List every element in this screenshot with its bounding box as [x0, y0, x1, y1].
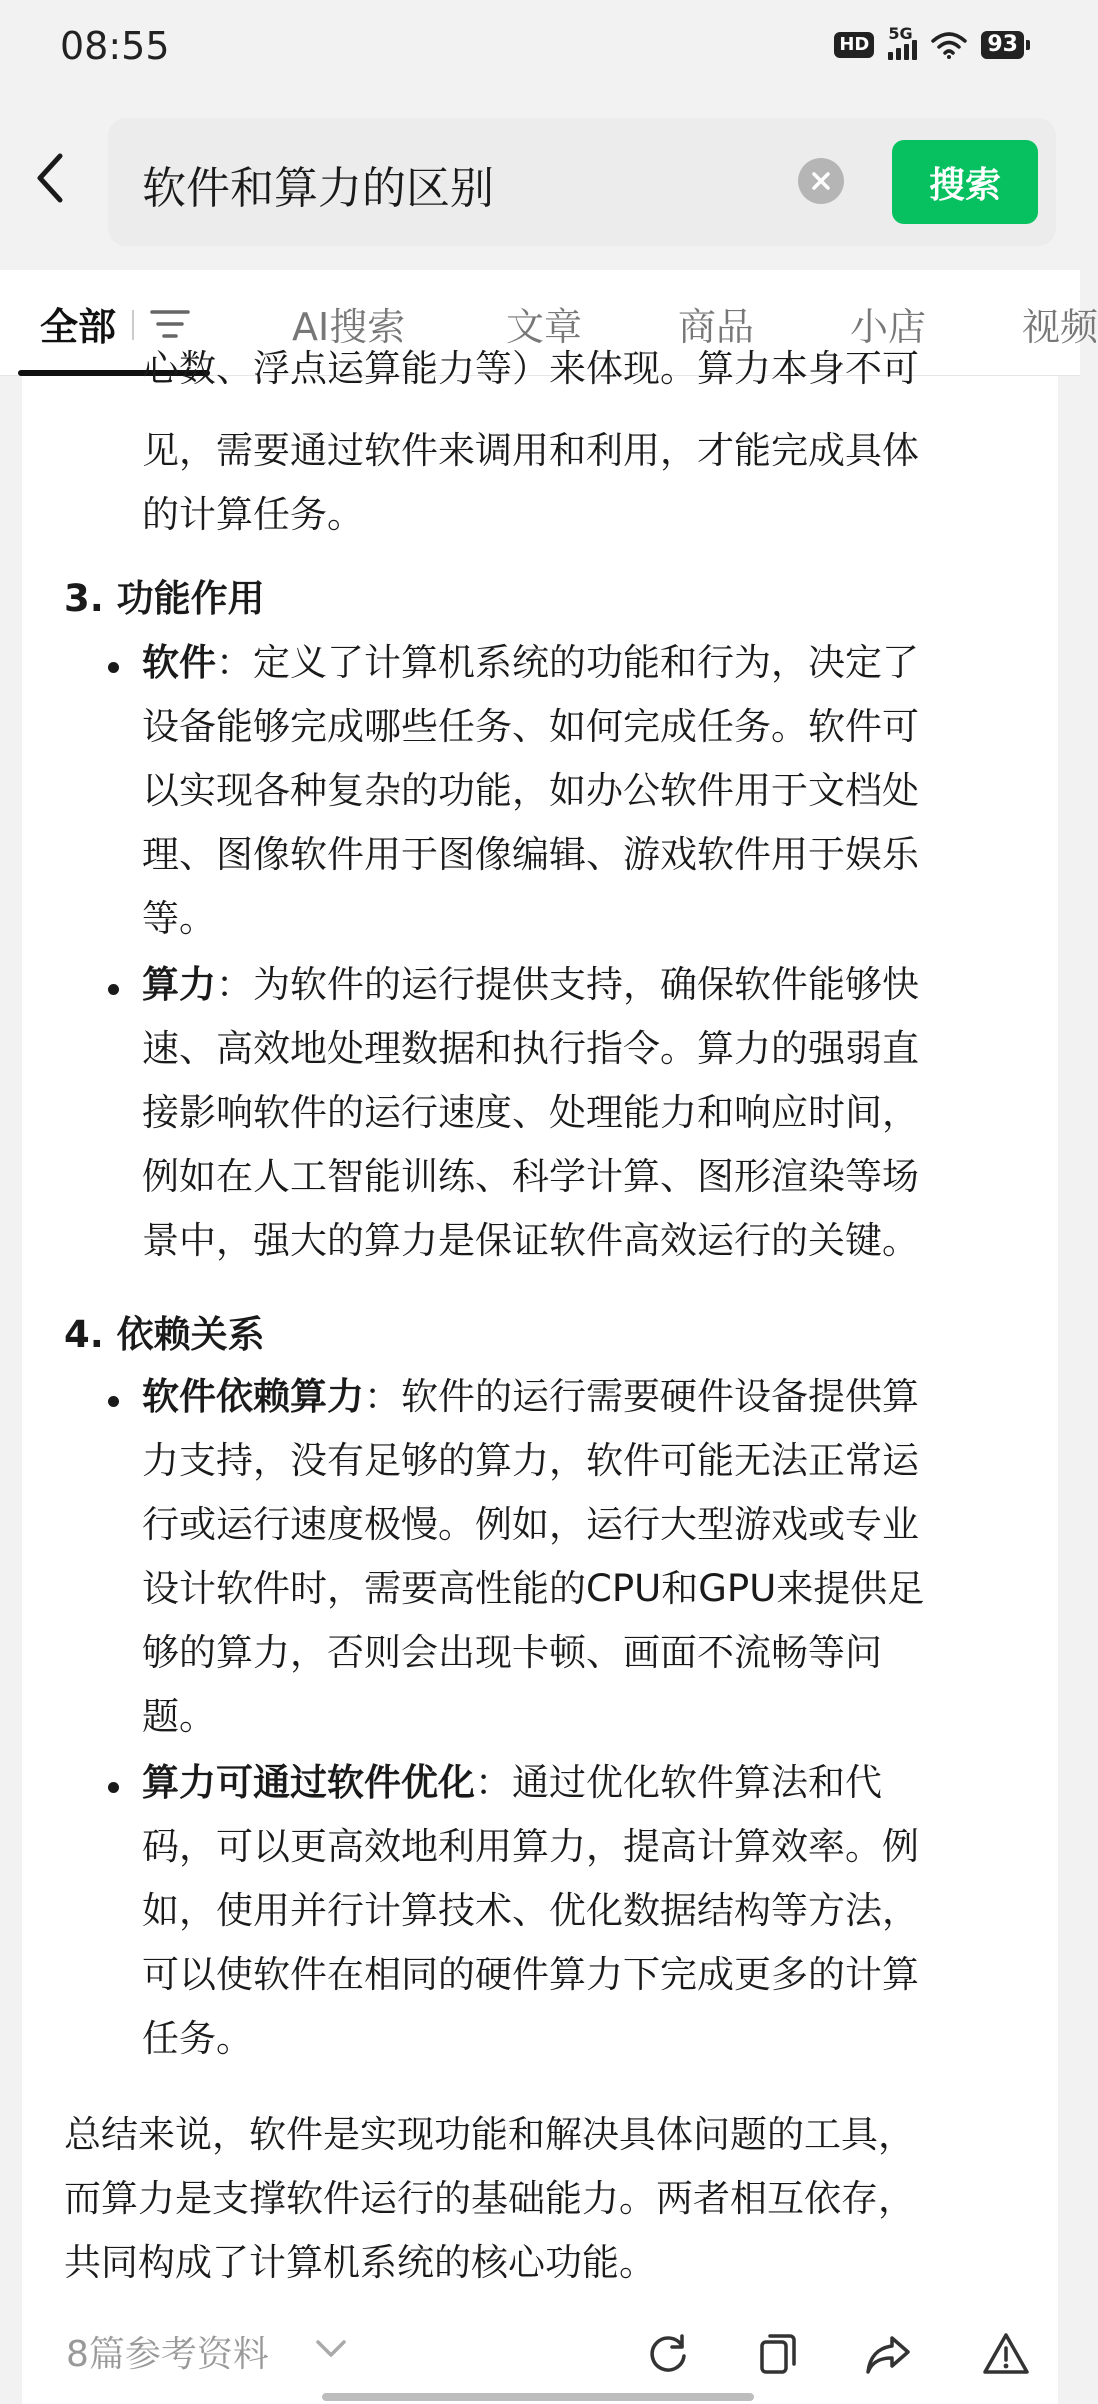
bullet-dot — [108, 662, 119, 673]
clear-button[interactable] — [798, 158, 844, 204]
tab-all[interactable]: 全部 — [40, 305, 117, 349]
summary-line: 总结来说，软件是实现功能和解决具体问题的工具， — [64, 2113, 915, 2156]
references-toggle[interactable]: 8篇参考资料 — [66, 2334, 269, 2375]
ai-answer-content — [22, 347, 1058, 2404]
paragraph-line: 理、图像软件用于图像编辑、游戏软件用于娱乐 — [142, 833, 919, 876]
paragraph-line: 任务。 — [142, 2017, 253, 2060]
tab-shops[interactable]: 小店 — [850, 305, 927, 349]
bullet-item-optimization — [142, 1760, 882, 1806]
tab-videos[interactable]: 视频 — [1022, 305, 1098, 349]
chevron-down-icon[interactable] — [314, 2338, 348, 2360]
paragraph-line: 可以使软件在相同的硬件算力下完成更多的计算 — [142, 1953, 919, 1996]
bullet-dot — [108, 984, 119, 995]
paragraph-line: 够的算力，否则会出现卡顿、画面不流畅等问 — [142, 1631, 882, 1674]
summary-line: 共同构成了计算机系统的核心功能。 — [64, 2241, 656, 2284]
search-query-text: 软件和算力的区别 — [142, 163, 494, 214]
bullet-text: ：软件的运行需要硬件设备提供算 — [364, 1375, 919, 1418]
copy-icon[interactable] — [754, 2330, 802, 2378]
paragraph-line: 的计算任务。 — [142, 493, 364, 536]
filter-icon — [150, 308, 190, 340]
summary-line: 而算力是支撑软件运行的基础能力。两者相互依存， — [64, 2177, 915, 2220]
search-input[interactable] — [108, 118, 1056, 246]
paragraph-line: 设备能够完成哪些任务、如何完成任务。软件可 — [142, 705, 919, 748]
hd-icon: HD — [834, 32, 874, 58]
status-bar — [0, 0, 1080, 100]
status-time: 08:55 — [60, 24, 170, 68]
bullet-term: 软件 — [142, 641, 216, 684]
paragraph-line: 接影响软件的运行速度、处理能力和响应时间， — [142, 1091, 919, 1134]
battery-icon: 93 — [981, 31, 1024, 59]
bullet-item-software-depends — [142, 1374, 919, 1420]
tab-ai-search[interactable]: AI搜索 — [292, 305, 406, 349]
section-heading: 4. 依赖关系 — [64, 1313, 265, 1356]
tab-divider — [132, 310, 134, 340]
bullet-dot — [108, 1782, 119, 1793]
paragraph-line: 心数、浮点运算能力等）来体现。算力本身不可 — [142, 347, 919, 390]
paragraph-line: 如，使用并行计算技术、优化数据结构等方法， — [142, 1889, 919, 1932]
cellular-signal-icon — [888, 24, 917, 60]
paragraph-line: 题。 — [142, 1695, 216, 1738]
network-type-label: 5G — [888, 24, 913, 43]
answer-footer — [22, 2310, 1058, 2404]
filter-button[interactable] — [150, 308, 190, 344]
search-button[interactable]: 搜索 — [892, 140, 1038, 224]
bullet-item-software — [142, 640, 919, 686]
paragraph-line: 码，可以更高效地利用算力，提高计算效率。例 — [142, 1825, 919, 1868]
bullet-text: ：为软件的运行提供支持，确保软件能够快 — [216, 963, 919, 1006]
home-indicator[interactable] — [322, 2393, 754, 2401]
paragraph-line: 等。 — [142, 897, 216, 940]
paragraph-line: 速、高效地处理数据和执行指令。算力的强弱直 — [142, 1027, 919, 1070]
paragraph-line: 力支持，没有足够的算力，软件可能无法正常运 — [142, 1439, 919, 1482]
paragraph-line: 例如在人工智能训练、科学计算、图形渲染等场 — [142, 1155, 919, 1198]
paragraph-line: 景中，强大的算力是保证软件高效运行的关键。 — [142, 1219, 919, 1262]
back-button[interactable] — [30, 148, 90, 228]
warning-icon[interactable] — [982, 2330, 1030, 2378]
share-icon[interactable] — [864, 2330, 912, 2378]
tab-articles[interactable]: 文章 — [506, 305, 583, 349]
tab-products[interactable]: 商品 — [678, 305, 755, 349]
search-bar — [0, 100, 1080, 270]
bullet-term: 算力可通过软件优化 — [142, 1761, 475, 1804]
bullet-dot — [108, 1396, 119, 1407]
paragraph-line: 见，需要通过软件来调用和利用，才能完成具体 — [142, 429, 919, 472]
bullet-text: ：通过优化软件算法和代 — [475, 1761, 882, 1804]
paragraph-line: 行或运行速度极慢。例如，运行大型游戏或专业 — [142, 1503, 919, 1546]
refresh-icon[interactable] — [644, 2330, 692, 2378]
back-arrow-icon — [30, 148, 70, 208]
wifi-icon — [931, 31, 967, 59]
bullet-term: 算力 — [142, 963, 216, 1006]
paragraph-line: 设计软件时，需要高性能的CPU和GPU来提供足 — [142, 1567, 925, 1610]
bullet-text: ：定义了计算机系统的功能和行为，决定了 — [216, 641, 919, 684]
status-icons — [834, 24, 1024, 60]
clear-icon — [810, 170, 832, 192]
bullet-term: 软件依赖算力 — [142, 1375, 364, 1418]
section-heading: 3. 功能作用 — [64, 577, 265, 620]
paragraph-line: 以实现各种复杂的功能，如办公软件用于文档处 — [142, 769, 919, 812]
bullet-item-compute — [142, 962, 919, 1008]
